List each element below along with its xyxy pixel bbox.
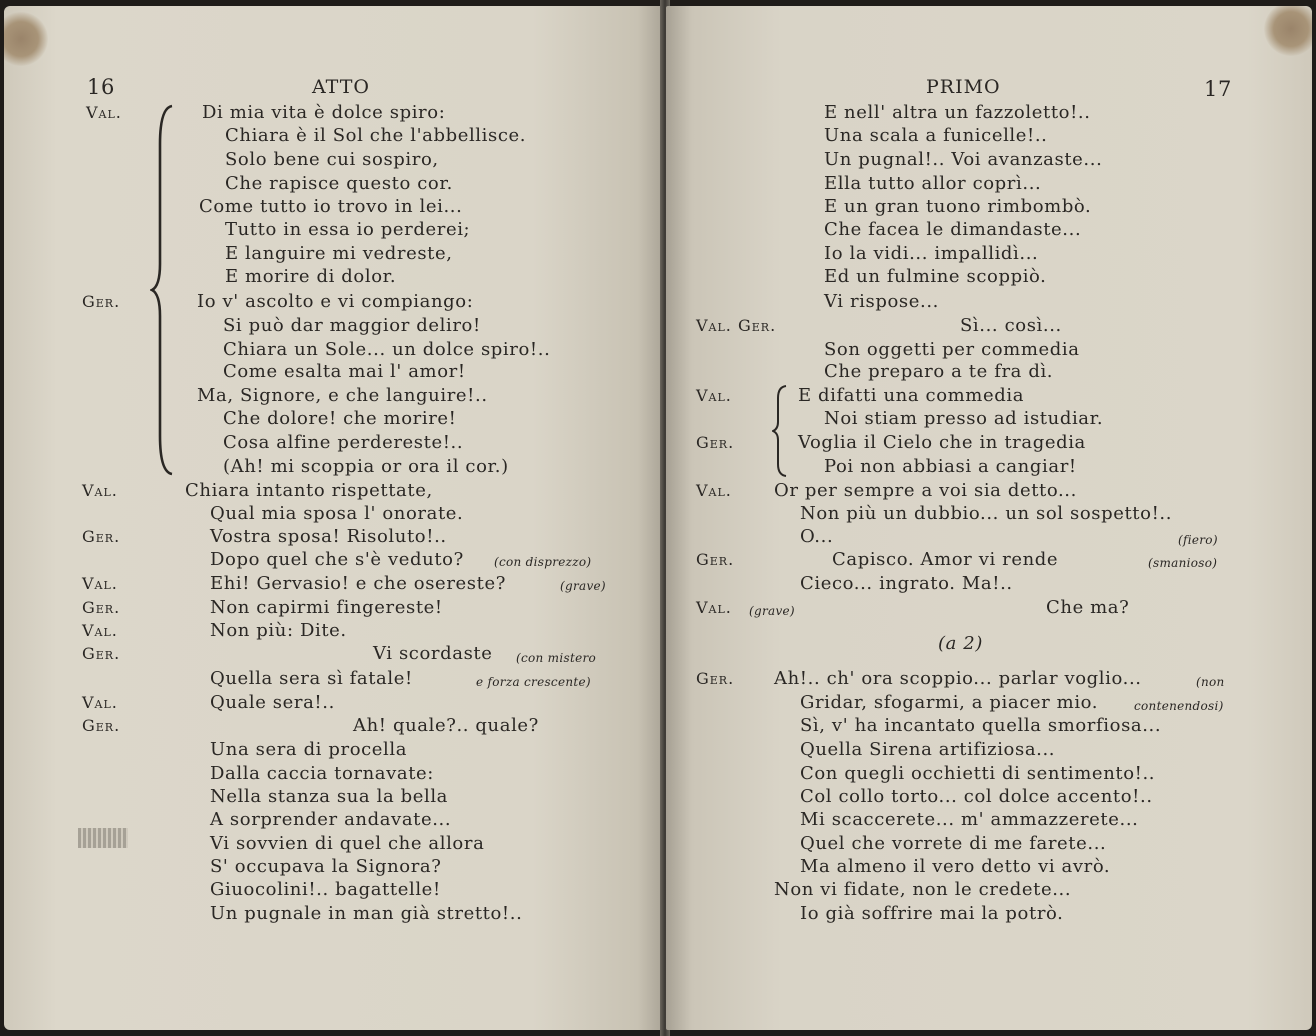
verse-line: Ah!.. ch' ora scoppio... parlar voglio... xyxy=(774,668,1142,689)
ink-smudge xyxy=(78,828,128,848)
speaker-label: Val. xyxy=(82,621,118,640)
verse-line: Qual mia sposa l' onorate. xyxy=(210,503,464,524)
speaker-label: Val. xyxy=(82,574,118,593)
speaker-label: Ger. xyxy=(696,433,735,452)
verse-line: Noi stiam presso ad istudiar. xyxy=(824,408,1104,429)
verse-line: Un pugnal!.. Voi avanzaste... xyxy=(824,149,1103,170)
page-header: PRIMO xyxy=(926,76,1001,98)
verse-line: (Ah! mi scoppia or ora il cor.) xyxy=(223,456,509,477)
verse-line: Sì, v' ha incantato quella smorfiosa... xyxy=(800,715,1162,736)
verse-line: A sorprender andavate... xyxy=(210,809,452,830)
verse-line: Or per sempre a voi sia detto... xyxy=(774,480,1077,501)
verse-line: Che dolore! che morire! xyxy=(223,408,457,429)
verse-line: Chiara intanto rispettate, xyxy=(185,480,433,501)
verse-line: O... xyxy=(800,526,834,547)
left-page xyxy=(4,6,664,1030)
speaker-label: Ger. xyxy=(82,527,121,546)
verse-line: Non più un dubbio... un sol sospetto!.. xyxy=(800,503,1173,524)
verse-line: Tutto in essa io perderei; xyxy=(225,219,471,240)
verse-line: Quale sera!.. xyxy=(210,692,335,713)
verse-line: S' occupava la Signora? xyxy=(210,856,442,877)
verse-line: Si può dar maggior deliro! xyxy=(223,315,481,336)
verse-line: Gridar, sfogarmi, a piacer mio. xyxy=(800,692,1099,713)
speaker-label: Val. xyxy=(696,386,732,405)
verse-line: Ah! quale?.. quale? xyxy=(353,715,539,736)
speaker-label: Ger. xyxy=(82,292,121,311)
speaker-label: Val. xyxy=(86,103,122,122)
verse-line: E un gran tuono rimbombò. xyxy=(824,196,1092,217)
stage-direction: (con disprezzo) xyxy=(494,555,592,569)
stage-direction: (con mistero xyxy=(516,651,597,665)
verse-line: Vi rispose... xyxy=(824,291,939,312)
verse-line: Solo bene cui sospiro, xyxy=(225,149,439,170)
speaker-label: Val. xyxy=(82,693,118,712)
speaker-label: Val. Ger. xyxy=(696,316,777,335)
verse-line: E nell' altra un fazzoletto!.. xyxy=(824,102,1091,123)
verse-line: Dopo quel che s'è veduto? xyxy=(210,549,464,570)
verse-line: Come esalta mai l' amor! xyxy=(223,361,466,382)
verse-line: Io già soffrire mai la potrò. xyxy=(800,903,1064,924)
page-number: 16 xyxy=(87,75,115,99)
speaker-label: Val. xyxy=(696,481,732,500)
verse-line: Quella Sirena artifiziosa... xyxy=(800,739,1056,760)
verse-line: Di mia vita è dolce spiro: xyxy=(202,102,446,123)
stage-direction: (grave) xyxy=(749,604,795,618)
duet-brace xyxy=(772,384,788,478)
verse-line: Non più: Dite. xyxy=(210,620,347,641)
verse-line: Una scala a funicelle!.. xyxy=(824,125,1048,146)
verse-line: E languire mi vedreste, xyxy=(225,243,453,264)
verse-line: Vi scordaste xyxy=(373,643,493,664)
verse-line: Che preparo a te fra dì. xyxy=(824,361,1054,382)
corner-stain xyxy=(4,12,48,66)
verse-line: Ma, Signore, e che languire!.. xyxy=(197,385,488,406)
verse-line: Dalla caccia tornavate: xyxy=(210,763,434,784)
verse-line: Io v' ascolto e vi compiango: xyxy=(197,291,474,312)
stage-direction: e forza crescente) xyxy=(476,675,591,689)
speaker-label: Ger. xyxy=(82,644,121,663)
verse-line: Un pugnale in man già stretto!.. xyxy=(210,903,523,924)
stage-direction: (non xyxy=(1196,675,1225,689)
verse-line: E difatti una commedia xyxy=(798,385,1025,406)
verse-line: Ella tutto allor coprì... xyxy=(824,173,1042,194)
verse-line: Come tutto io trovo in lei... xyxy=(199,196,463,217)
verse-line: Quel che vorrete di me farete... xyxy=(800,833,1107,854)
verse-line: E morire di dolor. xyxy=(225,266,397,287)
verse-line: Che facea le dimandaste... xyxy=(824,219,1082,240)
verse-line: Vi sovvien di quel che allora xyxy=(210,833,485,854)
right-page xyxy=(666,6,1312,1030)
verse-line: Ed un fulmine scoppiò. xyxy=(824,266,1047,287)
duet-brace xyxy=(150,104,174,476)
stage-direction: (grave) xyxy=(560,579,606,593)
page-header: ATTO xyxy=(312,76,370,98)
speaker-label: Ger. xyxy=(82,716,121,735)
verse-line: Una sera di procella xyxy=(210,739,408,760)
speaker-label: Ger. xyxy=(696,669,735,688)
verse-line: Nella stanza sua la bella xyxy=(210,786,449,807)
verse-line: Non vi fidate, non le credete... xyxy=(774,879,1072,900)
verse-line: Quella sera sì fatale! xyxy=(210,668,413,689)
verse-line: Sì... così... xyxy=(960,315,1062,336)
verse-line: Io la vidi... impallidì... xyxy=(824,243,1039,264)
verse-line: Son oggetti per commedia xyxy=(824,339,1080,360)
speaker-label: Val. xyxy=(82,481,118,500)
stage-direction: contenendosi) xyxy=(1134,699,1224,713)
duet-marker: (a 2) xyxy=(938,633,983,654)
verse-line: Cieco... ingrato. Ma!.. xyxy=(800,573,1013,594)
verse-line: Chiara un Sole... un dolce spiro!.. xyxy=(223,339,551,360)
verse-line: Vostra sposa! Risoluto!.. xyxy=(210,526,447,547)
speaker-label: Ger. xyxy=(82,598,121,617)
speaker-label: Val. xyxy=(696,598,732,617)
stage-direction: (fiero) xyxy=(1178,533,1218,547)
verse-line: Voglia il Cielo che in tragedia xyxy=(798,432,1086,453)
verse-line: Ma almeno il vero detto vi avrò. xyxy=(800,856,1111,877)
verse-line: Che ma? xyxy=(1046,597,1130,618)
verse-line: Capisco. Amor vi rende xyxy=(832,549,1059,570)
verse-line: Poi non abbiasi a cangiar! xyxy=(824,456,1077,477)
verse-line: Mi scaccerete... m' ammazzerete... xyxy=(800,809,1139,830)
speaker-label: Ger. xyxy=(696,550,735,569)
verse-line: Col collo torto... col dolce accento!.. xyxy=(800,786,1153,807)
verse-line: Che rapisce questo cor. xyxy=(225,173,453,194)
verse-line: Giuocolini!.. bagattelle! xyxy=(210,879,441,900)
verse-line: Cosa alfine perdereste!.. xyxy=(223,432,464,453)
page-number: 17 xyxy=(1204,77,1232,101)
verse-line: Ehi! Gervasio! e che osereste? xyxy=(210,573,506,594)
verse-line: Con quegli occhietti di sentimento!.. xyxy=(800,763,1156,784)
verse-line: Non capirmi fingereste! xyxy=(210,597,443,618)
stage-direction: (smanioso) xyxy=(1148,556,1218,570)
corner-stain xyxy=(1264,6,1312,56)
verse-line: Chiara è il Sol che l'abbellisce. xyxy=(225,125,527,146)
